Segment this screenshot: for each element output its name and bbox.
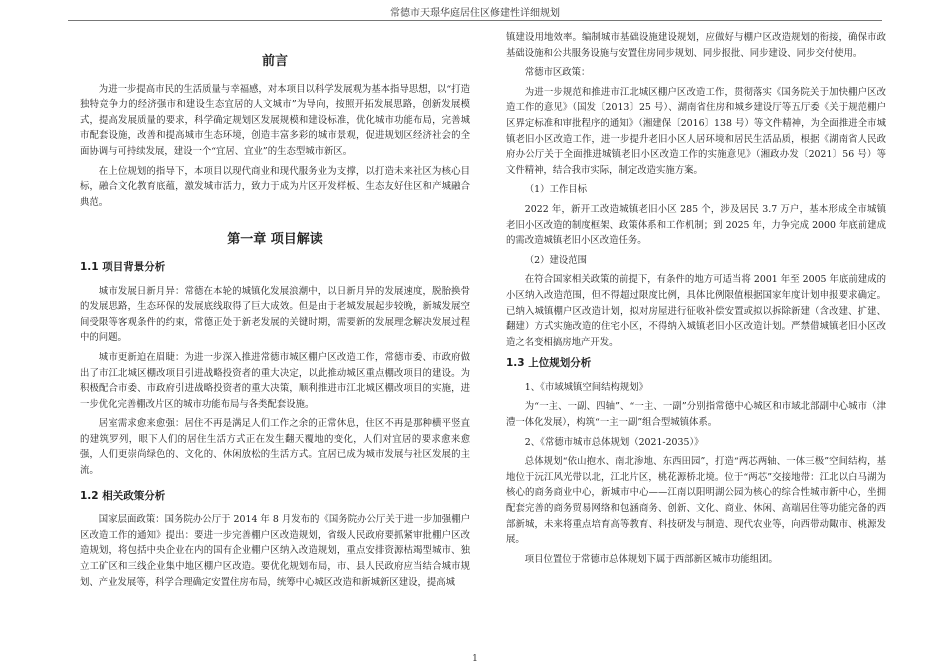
chapter-heading: 第一章 项目解读	[227, 232, 323, 248]
section-heading-1-3: 1.3 上位规划分析	[506, 357, 592, 370]
section-heading-1-1: 1.1 项目背景分析	[80, 260, 166, 273]
body-paragraph: 2022 年，新开工改造城镇老旧小区 285 个，涉及居民 3.7 万户，基本形成全市城镇老旧小区改造的制度框架、政策体系和工作机制；到 2025 年，力争完成 2000 年底前建成的需改造城镇老旧小区改造任务。	[506, 203, 886, 247]
body-paragraph: 城市发展日新月异：常德在本轮的城镇化发展浪潮中，以日新月异的发展速度，脱胎换骨的发展思路，生态环保的发展底线取得了巨大成效。但是由于老城发展起步较晚，新城发展空间受限等客观条件的约束，常德正处于新老发展的关键时期，需要新的发展理念解决发展过程中的问题。	[80, 285, 470, 344]
section-heading-1-2: 1.2 相关政策分析	[80, 489, 166, 502]
body-paragraph: 国家层面政策：国务院办公厅于 2014 年 8 月发布的《国务院办公厅关于进一步加强棚户区改造工作的通知》提出：要进一步完善棚户区改造规划，省级人民政府要抓紧审批棚户区改造规划，将包括中央企业在内的国有企业棚户区纳入改造规划，重点安排资源枯竭型城市、独立工矿区和三线企业集中地区棚户区改造。要优化规划布局，市、县人民政府应当结合城市规划、产业发展等，科学合理确定安置住房布局，统筹中心城区改造和新城新区建设，提高城	[80, 514, 470, 588]
body-paragraph: 为进一步规范和推进市江北城区棚户区改造工作，贯彻落实《国务院关于加快棚户区改造工作的意见》（国发〔2013〕25 号）、湖南省住房和城乡建设厅等五厅委《关于规范棚户区界定标准和审批程序的通知》（湘建保〔2016〕138 号）等文件精神，为全面推进全市城镇老旧小区改造工作，进一步提升老旧小区人居环境和居民生活品质，根据《湖南省人民政府办公厅关于全面推进城镇老旧小区改造工作的实施意见》（湘政办发〔2021〕56 号）等文件精神，结合我市实际，制定改造实施方案。	[506, 86, 886, 176]
header-divider	[68, 20, 882, 21]
right-column	[506, 30, 886, 571]
subsection-label: （2）建设范围	[524, 254, 588, 266]
subsection-label: 1、《市域城镇空间结构规划》	[524, 381, 648, 393]
preface-paragraph: 在上位规划的指导下，本项目以现代商业和现代服务业为支撑，以打造未来社区为核心目标，融合文化教育底蕴，激发城市活力，致力于成为片区开发样板、生态友好住区和产城融合典范。	[80, 165, 470, 208]
preface-heading: 前言	[261, 54, 288, 69]
subsection-label: 常德市区政策：	[524, 67, 591, 79]
page-header: 常德市天璟华庭居住区修建性详细规划	[390, 8, 560, 19]
subsection-label: （1）工作目标	[524, 184, 588, 196]
page-number: 1	[472, 654, 478, 664]
body-paragraph: 总体规划“依山抱水、南北渗地、东西田园”，打造“两芯两轴、一体三极”空间结构，基地位于沅江风光带以北，江北片区，桃花源桥北境。位于“两芯”交接地带：江北以白马湖为核心的商务商业中心，新城市中心——江南以阳明湖公园为核心的综合性城市新中心，坐拥配套完善的商务贸易网络和包涵商务、创新、文化、商业、休闲、高端居住等功能完备的西部新城，未来将重点培育高等教育、科技研发与制造、现代农业等，向西带动陬市、桃源发展。	[506, 456, 886, 546]
preface-paragraph: 为进一步提高市民的生活质量与幸福感，对本项目以科学发展观为基本指导思想，以“打造独特竞争力的经济强市和建设生态宜居的人文城市”为导向，按照开拓发展思路，创新发展模式，提高发展质量的要求，科学确定规划区发展规模和建设标准，优化城市功能布局，完善城市配套设施，改善和提高城市生态环境，创造丰富多彩的城市景观，促进规划区经济社会的全面协调与可持续发展，建设一个“宜居、宜业”的生态型城市新区。	[80, 83, 470, 157]
body-paragraph-continued: 镇建设用地效率。编制城市基础设施建设规划，应做好与棚户区改造规划的衔接，确保市政基础设施和公共服务设施与安置住房同步规划、同步报批、同步建设、同步交付使用。	[506, 32, 886, 59]
body-paragraph: 为“一主、一副、四轴”、“一主、一副”分别指常德中心城区和市域北部副中心城市（津澧一体化发展），构筑“一主一副”组合型城镇体系。	[506, 401, 886, 429]
left-column	[80, 36, 470, 594]
body-paragraph: 项目位置位于常德市总体规划下属于西部新区城市功能组团。	[524, 553, 778, 565]
subsection-label: 2、《常德市城市总体规划（2021-2035）》	[524, 436, 704, 448]
body-paragraph: 城市更新迫在眉睫：为进一步深入推进常德市城区棚户区改造工作，常德市委、市政府做出了市江北城区棚改项目引进战略投资者的重大决定，以此推动城区重点棚改项目的建设。为积极配合市委、市政府引进战略投资者的重大决策，顺利推进市江北城区棚改项目的实施，进一步优化完善棚改片区的城市功能布局与各类配套设施。	[80, 351, 470, 410]
body-paragraph: 在符合国家相关政策的前提下，有条件的地方可适当将 2001 年至 2005 年底前建成的小区纳入改造范围，但不得超过限度比例，具体比例限值根据国家年度计划申报要求确定。已纳入城镇棚户区改造计划，拟对房屋进行征收补偿安置或拟以拆除新建（含改建、扩建、翻建）方式实施改造的住宅小区，不得纳入城镇老旧小区改造计划。严禁借城镇老旧小区改造之名变相搞房地产开发。	[506, 274, 886, 348]
body-paragraph: 居室需求愈来愈强：居住不再是满足人们工作之余的正常休息，住区不再是那种横平竖直的建筑罗列，眼下人们的居住生活方式正在发生翻天覆地的变化，人们对宜居的要求愈来愈强，人们更崇尚绿色的、文化的、休闲放松的生活方式。宜居已成为城市发展与社区发展的主流。	[80, 418, 470, 477]
